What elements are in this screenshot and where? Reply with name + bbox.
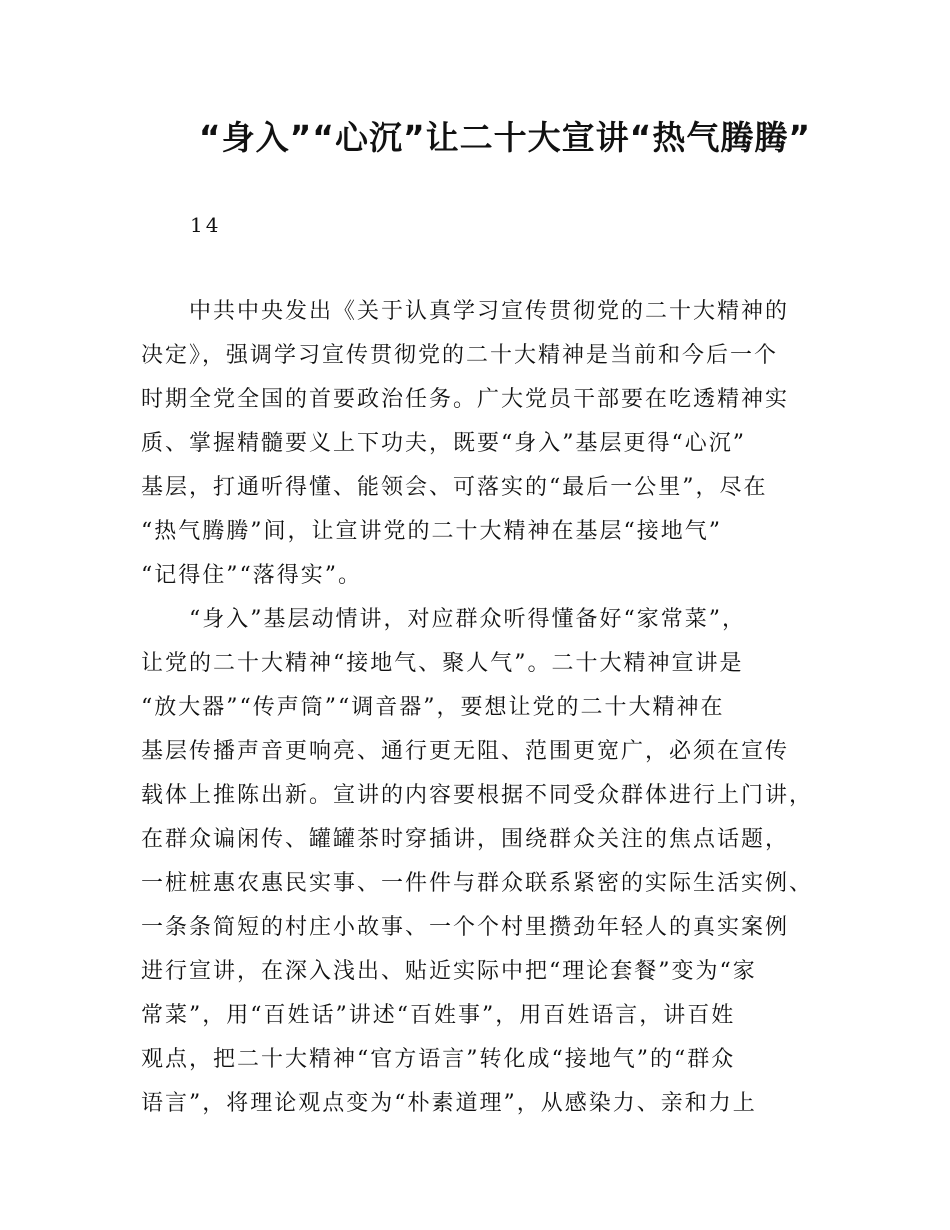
- page-number: 14: [190, 213, 222, 237]
- paragraph-2-line: 让党的二十大精神“接地气、聚人气”。二十大精神宣讲是: [141, 651, 744, 676]
- paragraph-2-line: 一条条简短的村庄小故事、一个个村里攒劲年轻人的真实案例: [141, 915, 790, 940]
- paragraph-2-line: “放大器”“传声筒”“调音器”，要想让党的二十大精神在: [141, 695, 725, 720]
- paragraph-1-line: 时期全党全国的首要政治任务。广大党员干部要在吃透精神实: [141, 387, 790, 412]
- paragraph-2-line: 基层传播声音更响亮、通行更无阻、范围更宽广，必须在宣传: [141, 739, 790, 764]
- paragraph-1-line: “记得住”“落得实”。: [141, 563, 362, 588]
- paragraph-2-line: 在群众谝闲传、罐罐茶时穿插讲，围绕群众关注的焦点话题，: [141, 827, 790, 852]
- paragraph-1-line: 基层，打通听得懂、能领会、可落实的“最后一公里”，尽在: [141, 475, 768, 500]
- paragraph-2-line: 语言”，将理论观点变为“朴素道理”，从感染力、亲和力上: [141, 1091, 757, 1116]
- paragraph-1-line: “热气腾腾”间，让宣讲党的二十大精神在基层“接地气”: [141, 519, 722, 544]
- paragraph-2-line: 进行宣讲，在深入浅出、贴近实际中把“理论套餐”变为“家: [141, 959, 757, 984]
- paragraph-1-line: 决定》，强调学习宣传贯彻党的二十大精神是当前和今后一个: [141, 343, 779, 368]
- paragraph-2-line: 常菜”，用“百姓话”讲述“百姓事”，用百姓语言，讲百姓: [141, 1003, 736, 1028]
- paragraph-2-line: 观点，把二十大精神“官方语言”转化成“接地气”的“群众: [141, 1047, 736, 1072]
- paragraph-1-line: 质、掌握精髓要义上下功夫，既要“身入”基层更得“心沉”: [141, 431, 746, 456]
- paragraph-2-line: 一桩桩惠农惠民实事、一件件与群众联系紧密的实际生活实例、: [141, 871, 814, 896]
- paragraph-2-line: 载体上推陈出新。宣讲的内容要根据不同受众群体进行上门讲，: [141, 783, 814, 808]
- paragraph-1-line: 中共中央发出《关于认真学习宣传贯彻党的二十大精神的: [189, 299, 790, 324]
- paragraph-2-line: “身入”基层动情讲，对应群众听得懂备好“家常菜”，: [189, 607, 746, 632]
- document-title: “身入”“心沉”让二十大宣讲“热气腾腾”: [198, 118, 812, 157]
